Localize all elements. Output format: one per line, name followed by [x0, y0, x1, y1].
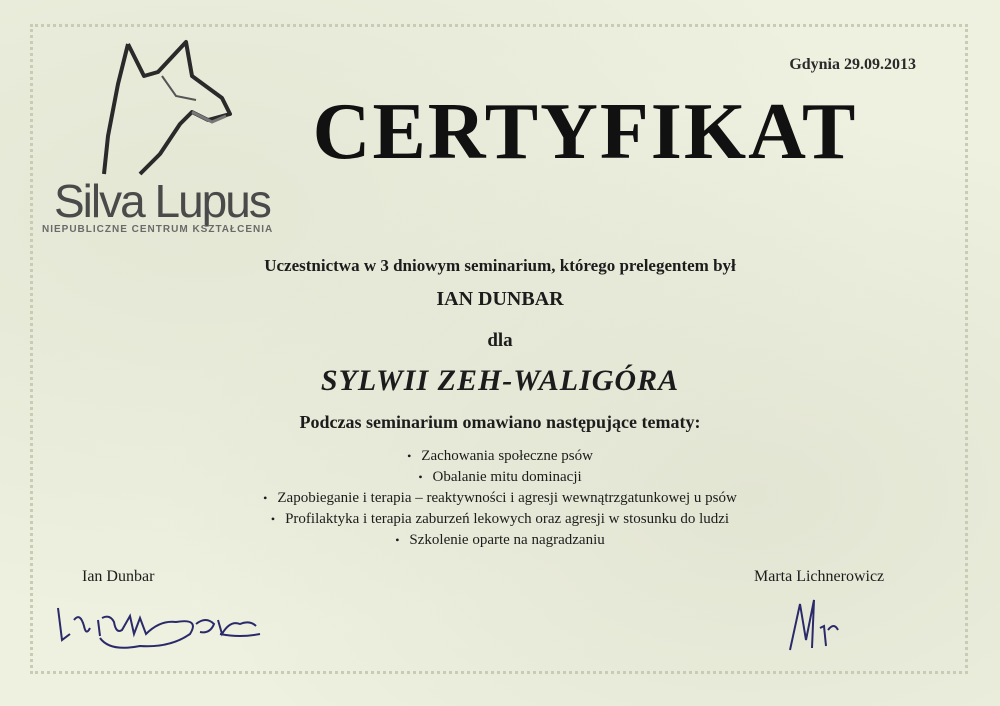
left-signatory-name: Ian Dunbar	[82, 568, 155, 585]
topics-title: Podczas seminarium omawiano następujące tematy:	[299, 412, 701, 432]
speaker-name: IAN DUNBAR	[436, 288, 564, 310]
logo-subtitle: NIEPUBLICZNE CENTRUM KSZTAŁCENIA	[42, 224, 274, 235]
wolf-head-icon	[100, 36, 240, 186]
list-item: • Zapobieganie i terapia – reaktywności i agresji wewnątrzgatunkowej u psów	[0, 488, 1000, 509]
logo-name: Silva Lupus	[54, 175, 270, 227]
issue-date: Gdynia 29.09.2013	[789, 56, 916, 73]
for-label: dla	[487, 330, 513, 351]
list-item: • Profilaktyka i terapia zaburzeń lekowych oraz agresji w stosunku do ludzi	[0, 509, 1000, 530]
certificate-title: CERTYFIKAT	[312, 88, 858, 176]
list-item: • Zachowania społeczne psów	[0, 446, 1000, 467]
recipient-name: SYLWII ZEH-WALIGÓRA	[320, 364, 680, 397]
silva-lupus-logo	[40, 36, 280, 236]
list-item: • Szkolenie oparte na nagradzaniu	[0, 530, 1000, 551]
intro-text: Uczestnictwa w 3 dniowym seminarium, którego prelegentem był	[264, 256, 736, 275]
topics-list	[0, 446, 1000, 551]
right-signatory-name: Marta Lichnerowicz	[754, 568, 885, 585]
right-signature-icon	[780, 590, 850, 660]
list-item: • Obalanie mitu dominacji	[0, 467, 1000, 488]
left-signature-icon	[50, 590, 270, 660]
